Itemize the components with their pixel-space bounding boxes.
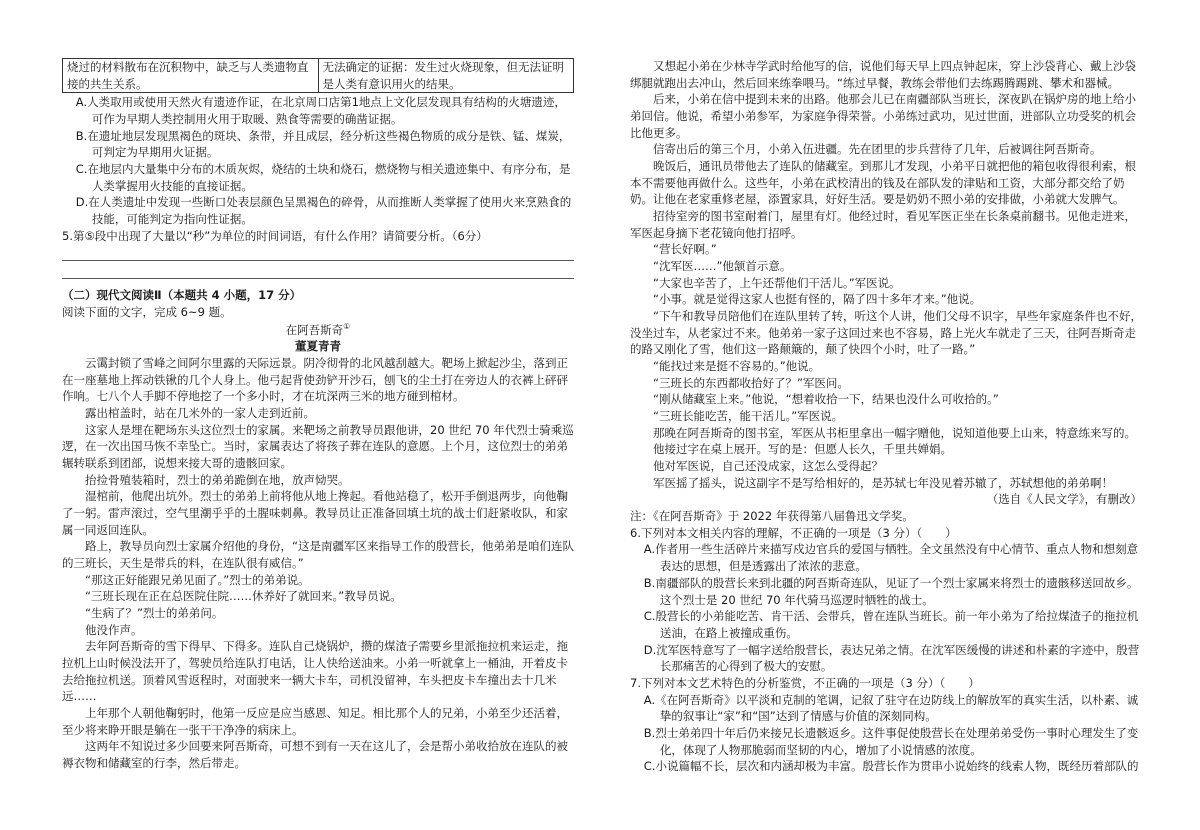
q4-option-c: C.在地层内大量集中分布的木质灰烬，烧结的土块和烧石，燃烧物与相关遗迹集中、有序分布，是人类掌握用火技能的直接证据。 bbox=[75, 162, 571, 193]
footnote: 注：《在阿吾斯奇》于 2022 年获得第八届鲁迅文学奖。 bbox=[630, 509, 914, 524]
story-author: 董夏青青 bbox=[295, 339, 341, 354]
question-5: 5.第⑤段中出现了大量以“秒”为单位的时间词语，有什么作用？请简要分析。（6分） bbox=[62, 228, 488, 243]
evidence-table bbox=[62, 58, 574, 93]
paragraph: 他对军医说，自己还没成家，这怎么受得起？ bbox=[653, 459, 883, 474]
paragraph: “沈军医……”他颔首示意。 bbox=[653, 259, 792, 274]
paragraph: “营长好啊。” bbox=[653, 242, 717, 257]
instruction: 阅读下面的文字，完成 6~9 题。 bbox=[62, 305, 232, 320]
paragraph: 上年那个人朝他鞠躬时，他第一反应是应当感恩、知足。相比那个人的兄弟，小弟至少还活着，至少将来睁开眼是躺在一张干干净净的病床上。 bbox=[62, 706, 568, 737]
q4-option-d: D.在人类遗址中发现一些断口处表层颜色呈黑褐色的碎骨，从而推断人类掌握了使用火来烹熟食的技能，可能判定为指向性证据。 bbox=[75, 195, 572, 227]
paragraph: 露出棺盖时，站在几米外的一家人走到近前。 bbox=[85, 405, 315, 420]
footnote-mark: ① bbox=[343, 321, 351, 331]
paragraph: 晚饭后，通讯员带他去了连队的储藏室。到那儿才发现，小弟平日就把他的箱包收得很利索，根本不需要他再做什么。这些年，小弟在武校清出的钱及在部队发的津贴和工资，大部分都交给了奶奶。让他在老家重修老屋，添置家具，好好生活。要是奶奶不照小弟的安排做，小弟就大发脾气。 bbox=[630, 159, 1136, 207]
right-column bbox=[630, 58, 1142, 775]
paragraph: “小事。就是觉得这家人也挺有怪的，隔了四十多年才来。”他说。 bbox=[653, 292, 982, 307]
paragraph: “三班长的东西都收拾好了？”军医问。 bbox=[653, 375, 849, 390]
paragraph: “生病了？”烈士的弟弟问。 bbox=[85, 605, 224, 620]
story-title-text: 在阿吾斯奇 bbox=[285, 322, 344, 337]
table-cell: 烧过的材料散布在沉积物中，缺乏与人类遗物直接的共生关系。 bbox=[63, 59, 319, 93]
paragraph: 路上，教导员向烈士家属介绍他的身份，“这是南疆军区来指导工作的殷营长，他弟弟是咱们连队的三班长，天生是带兵的料，在连队很有威信。” bbox=[62, 539, 574, 570]
paragraph: 去年阿吾斯奇的雪下得早、下得多。连队自己烧锅炉，攒的煤渣子需要乡里派拖拉机来运走，拖拉机上山时候没法开了，驾驶员给连队打电话，让人快给送油来。小弟一听就拿上一桶油，开着皮卡去给拖拉机送。顶着风雪返程时，对面驶来一辆大卡车，司机没留神，车头把皮卡车撞出去十几米远…… bbox=[62, 639, 568, 704]
paragraph: 这家人是埋在靶场东头这位烈士的家属。来靶场之前教导员跟他讲，20 世纪 70 年代烈士骑乘巡逻，在一次出国马恢不幸坠亡。当时，家属表达了将孩子葬在连队的意愿。上个月，这位烈士的弟弟辗转联系到团部，说想来接大哥的遗骸回家。 bbox=[62, 422, 574, 470]
paragraph: 招待室旁的图书室耐着门，屋里有灯。他经过时，看见军医正坐在长条桌前翻书。见他走进来，军医起身摘下老花镜向他打招呼。 bbox=[630, 209, 1136, 240]
paragraph: 这两年不知说过多少回要来阿吾斯奇，可想不到有一天在这儿了，会是帮小弟收拾放在连队的被褥衣物和储藏室的行李，然后带走。 bbox=[62, 739, 568, 771]
q7-option-a: A.《在阿吾斯奇》以平淡和克制的笔调，记叙了驻守在边防线上的解放军的真实生活，以朴素、诚挚的叙事让“家”和“国”达到了情感与价值的深刻同构。 bbox=[643, 692, 1139, 724]
left-column bbox=[62, 58, 574, 772]
paragraph: “下午和教导员陪他们在连队里转了转，听这个人讲，他们父母不识字，早些年家庭条件也不好，没坐过车，从老家过不来。他弟弟一家子这回过来也不容易，路上光火车就走了三天，往阿吾斯奇走的路又刚化了雪，他们这一路颠簸的，颠了快四个小时，吐了一路。” bbox=[630, 309, 1142, 357]
paragraph: 抬捡骨殖装箱时，烈士的弟弟跪倒在地，放声恸哭。 bbox=[85, 472, 350, 487]
question-7: 7.下列对本文艺术特色的分析鉴赏，不正确的一项是（3 分）（ ） bbox=[630, 675, 980, 690]
table-row bbox=[63, 59, 574, 93]
paragraph: “刚从储藏室上来。”他说，“想着收拾一下，结果也没什么可收拾的。” bbox=[653, 392, 999, 407]
answer-line[interactable] bbox=[62, 263, 574, 279]
q7-option-b: B.烈士弟弟四十年后仍来接兄长遗骸返乡。这件事促使殷营长在处理弟弟受伤一事时心理发生了变化，体现了人物那脆弱而坚韧的内心，增加了小说情感的浓度。 bbox=[643, 725, 1139, 757]
q6-option-d: D.沈军医特意写了一幅字送给殷营长，表达兄弟之情。在沈军医缓慢的讲述和朴素的字迹中，殷营长那痛苦的心得到了极大的安慰。 bbox=[643, 642, 1140, 674]
paragraph: 湿棺前，他爬出坑外。烈士的弟弟上前将他从地上搀起。看他站稳了，松开手倒退两步，向他鞠了一躬。雷声滚过，空气里潮乎乎的土腥味刺鼻。教导员让正准备回填土坑的战士们赶紧收队，和家属一同返回连队。 bbox=[62, 489, 568, 537]
paragraph: 又想起小弟在少林寺学武时给他写的信，说他们每天早上四点钟起床，穿上沙袋背心、戴上沙袋绑腿就跑出去冲山，然后回来练拳喂马。“练过早餐，教练会带他们去练踢腾踢跳、攀术和器械。 bbox=[630, 59, 1136, 90]
paragraph: “三班长现在正在总医院住院……休养好了就回来。”教导员说。 bbox=[85, 589, 402, 604]
section-2-heading: （二）现代文阅读Ⅱ（本题共 4 小题，17 分） bbox=[62, 288, 302, 303]
source-citation: （选自《人民文学》，有删改） bbox=[986, 492, 1142, 507]
q7-option-c: C.小说篇幅不长，层次和内涵却极为丰富。殷营长作为贯串小说始终的线索人物，既经历着部队的 bbox=[643, 759, 1139, 774]
paragraph: 他接过字在桌上展开。写的是：但愿人长久，千里共婵娟。 bbox=[653, 442, 952, 457]
q6-option-c: C.殷营长的小弟能吃苦、肯干活、会带兵，曾在连队当班长。前一年小弟为了给拉煤渣子的拖拉机送油，在路上被撞成重伤。 bbox=[643, 609, 1139, 640]
q6-option-b: B.南疆部队的殷营长来到北疆的阿吾斯奇连队，见证了一个烈士家属来将烈士的遗骸移送回故乡。这个烈士是 20 世纪 70 年代骑马巡逻时牺牲的战士。 bbox=[643, 575, 1139, 607]
paragraph: 他没作声。 bbox=[85, 622, 143, 637]
q6-option-a: A.作者用一些生活碎片来描写戍边官兵的爱国与牺牲。全文虽然没有中心情节、重点人物和想刻意表达的思想，但是透露出了浓浓的悲意。 bbox=[643, 542, 1139, 574]
q4-option-b: B.在遗址地层发现黑褐色的斑块、条带，并且成层，经分析这些褐色物质的成分是铁、锰、煤炭，可判定为早期用火证据。 bbox=[75, 128, 571, 160]
paragraph: 信寄出后的第三个月，小弟入伍进疆。先在团里的步兵营待了几年，后被调往阿吾斯奇。 bbox=[653, 142, 1102, 157]
story-title bbox=[62, 321, 574, 339]
paragraph: “能找过来是挺不容易的。”他说。 bbox=[653, 359, 821, 374]
paragraph: “三班长能吃苦，能干活儿。”军医说。 bbox=[653, 409, 844, 424]
paragraph: “那这正好能跟兄弟见面了。”烈士的弟弟说。 bbox=[85, 572, 310, 587]
paragraph: 云霭封锁了雪峰之间阿尔里露的天际远景。阴冷彻骨的北风越刮越大。靶场上掀起沙尘，落到正在一座墓地上挥动铁锹的几个人身上。他弓起背使劲铲开沙石，刨飞的尘土打在旁边人的衣裤上砰砰作响。七八个人手脚不停地挖了一个多小时，才在坑深两三米的地方碰到棺材。 bbox=[62, 355, 568, 404]
paragraph: “大家也辛苦了，上午还帮他们干活儿。”军医说。 bbox=[653, 275, 901, 290]
q4-option-a: A.人类取用或使用天然火有遗迹作证，在北京周口店第1地点上文化层发现具有结构的火塘遗迹，可作为早期人类控制用火用于取暖、熟食等需要的确凿证据。 bbox=[75, 95, 566, 127]
answer-line[interactable] bbox=[62, 245, 574, 261]
paragraph: 后来，小弟在信中提到未来的出路。他那会儿已在南疆部队当班长，深夜趴在锅炉房的地上给小弟回信。他说，希望小弟参军，为家庭争得荣誉。小弟练过武功，见过世面，进部队立功受奖的机会比他更多。 bbox=[630, 92, 1136, 140]
question-6: 6.下列对本文相关内容的理解，不正确的一项是（3 分）（ ） bbox=[630, 525, 957, 540]
paragraph: 那晚在阿吾斯奇的图书室，军医从书柜里拿出一幅字赠他，说知道他要上山来，特意练来写的。 bbox=[653, 425, 1136, 440]
paragraph: 军医摇了摇头，说这副字不是写给相好的，是苏轼七年没见着苏辙了，苏轼想他的弟弟啊！ bbox=[653, 475, 1113, 490]
table-cell: 无法确定的证据：发生过火烧现象，但无法证明是人类有意识用火的结果。 bbox=[318, 59, 574, 93]
